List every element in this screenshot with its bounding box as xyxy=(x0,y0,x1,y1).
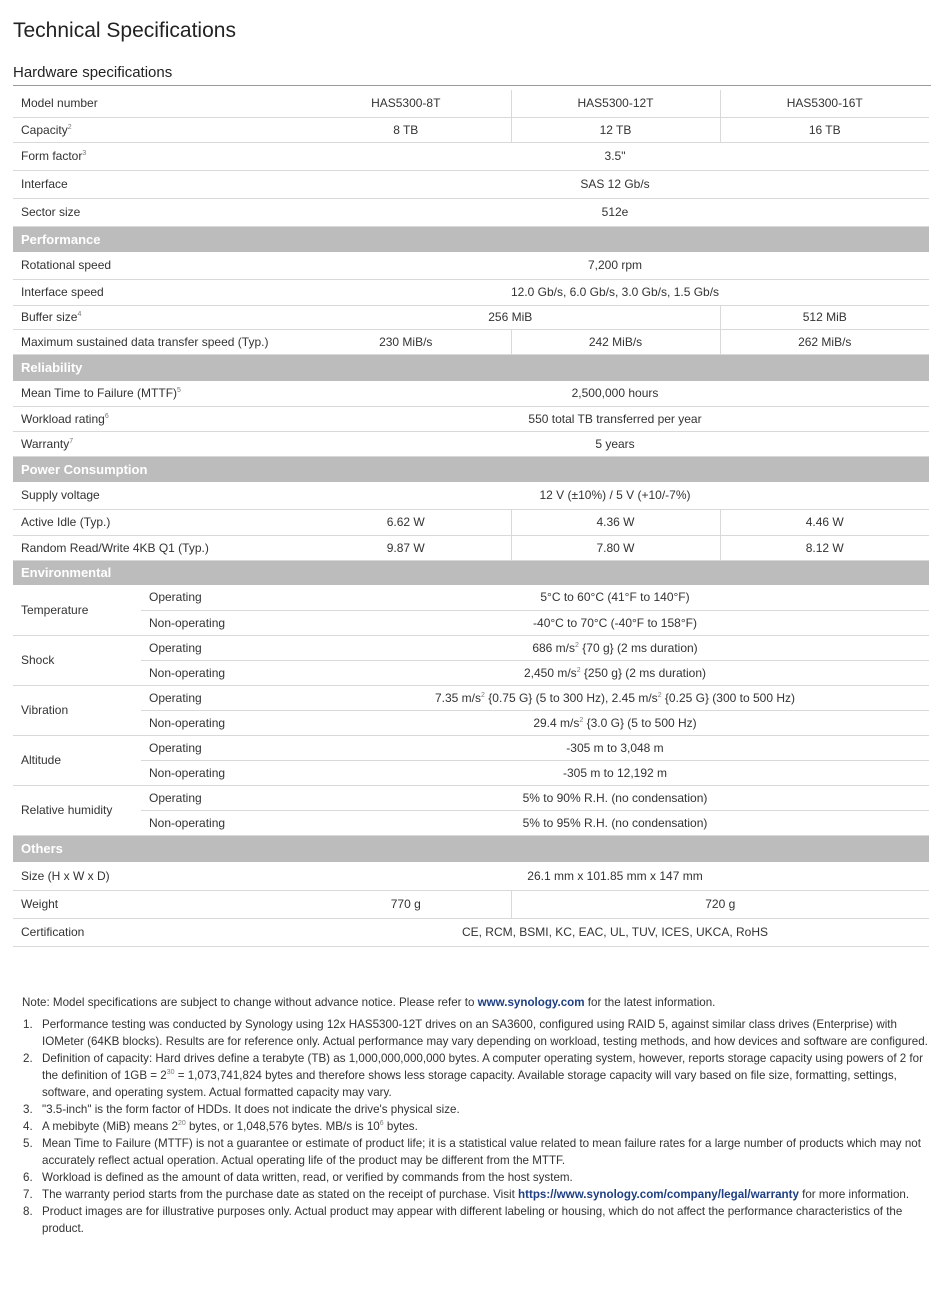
transfer-16t: 262 MiB/s xyxy=(720,329,929,354)
row-label: Temperature xyxy=(13,585,141,635)
condition-label: Operating xyxy=(141,585,301,610)
row-label: Certification xyxy=(13,918,301,946)
condition-label: Non-operating xyxy=(141,760,301,785)
row-label: Random Read/Write 4KB Q1 (Typ.) xyxy=(13,535,301,560)
footnote-ref: 3 xyxy=(82,150,87,157)
row-shock-op xyxy=(13,635,929,660)
footnote-3: 3. "3.5-inch" is the form factor of HDDs. It does not indicate the drive's physical size. xyxy=(23,1103,460,1116)
section-header: Performance xyxy=(13,226,929,252)
row-shock-nonop xyxy=(13,660,929,685)
footnote-ref: 5 xyxy=(177,387,181,395)
row-label: Rotational speed xyxy=(13,252,301,279)
subtitle-divider xyxy=(13,85,931,86)
footnote-ref: 4 xyxy=(77,311,82,318)
spec-table xyxy=(13,90,929,947)
section-performance xyxy=(13,226,929,252)
row-rotational-speed xyxy=(13,252,929,279)
vibration-op-value: 7.35 $m/s^2$ {0.75 G} (5 to 300 Hz), 2.45 $m/s^2$ {0.25 G} (300 to 500 Hz) xyxy=(301,685,929,710)
section-header: Reliability xyxy=(13,354,929,381)
certification-value: CE, RCM, BSMI, KC, EAC, UL, TUV, ICES, UKCA, RoHS xyxy=(301,918,929,946)
footnote-ref: 7 xyxy=(69,437,74,445)
row-label: Altitude xyxy=(13,735,141,785)
rotational-speed-value: 7,200 rpm xyxy=(301,252,929,279)
mttf-value: 2,500,000 hours xyxy=(301,381,929,406)
row-label: Interface xyxy=(13,170,301,198)
section-header: Power Consumption xyxy=(13,456,929,482)
weight-8t: 770 g xyxy=(301,890,511,918)
row-label: Size (H x W x D) xyxy=(13,862,301,890)
row-transfer-speed xyxy=(13,329,929,354)
model-12t: HAS5300-12T xyxy=(511,90,720,117)
warranty-value: 5 years xyxy=(301,431,929,456)
rw-8t: 9.87 W xyxy=(301,535,511,560)
buffer-size-16t: 512 MiB xyxy=(720,305,929,329)
condition-label: Operating xyxy=(141,685,301,710)
row-supply-voltage xyxy=(13,482,929,509)
row-vibration-nonop xyxy=(13,710,929,735)
row-label: Model number xyxy=(13,90,301,117)
row-label: Interface speed xyxy=(13,279,301,305)
row-interface-speed xyxy=(13,279,929,305)
row-label: Shock xyxy=(13,635,141,685)
row-sector-size xyxy=(13,198,929,226)
section-reliability xyxy=(13,354,929,381)
idle-12t: 4.36 W xyxy=(511,509,720,535)
note: Note: Model specifications are subject to change without advance notice. Please refer to www.synology.com for the latest information. xyxy=(22,996,716,1009)
condition-label: Non-operating xyxy=(141,710,301,735)
idle-8t: 6.62 W xyxy=(301,509,511,535)
condition-label: Operating xyxy=(141,735,301,760)
shock-nonop-value: 2,450 $m/s^2$ {250 g} (2 ms duration) xyxy=(301,660,929,685)
section-header: Others xyxy=(13,835,929,862)
row-label: Warranty$^7$ xyxy=(13,431,301,456)
page-title: Technical Specifications xyxy=(13,19,236,42)
rw-16t: 8.12 W xyxy=(720,535,929,560)
row-random-rw xyxy=(13,535,929,560)
rw-12t: 7.80 W xyxy=(511,535,720,560)
row-altitude-nonop xyxy=(13,760,929,785)
buffer-size-8t-12t: 256 MiB xyxy=(301,305,720,329)
row-label: Active Idle (Typ.) xyxy=(13,509,301,535)
footnote-8: 8. Product images are for illustrative purposes only. Actual product may appear with different labeling or housing, which do not affect the performance characteristics of the product. xyxy=(23,1205,903,1235)
altitude-nonop-value: -305 m to 12,192 m xyxy=(301,760,929,785)
row-temperature-nonop xyxy=(13,610,929,635)
row-altitude-op xyxy=(13,735,929,760)
row-capacity xyxy=(13,117,929,142)
supply-voltage-value: 12 V (±10%) / 5 V (+10/-7%) xyxy=(301,482,929,509)
row-weight xyxy=(13,890,929,918)
row-label: Weight xyxy=(13,890,301,918)
vibration-nonop-value: 29.4 $m/s^2$ {3.0 G} (5 to 500 Hz) xyxy=(301,710,929,735)
row-label: Buffer size$^4$ xyxy=(13,305,301,329)
footnote-ref: 6 xyxy=(104,412,109,420)
row-interface xyxy=(13,170,929,198)
section-subtitle: Hardware specifications xyxy=(13,64,173,81)
row-label: Mean Time to Failure (MTTF)$^5$ xyxy=(13,381,301,406)
footnote-1: 1. Performance testing was conducted by Synology using 12x HAS5300-12T drives on an SA3600, configured using RAID 5, against similar class drives (Enterprise) with IOMeter (64KB blocks). Results are for reference only. Actual performance may vary depending on workload, testing methods, and how devices and software are configured. xyxy=(23,1018,928,1048)
row-label: Capacity$^2$ xyxy=(13,117,301,142)
temperature-op-value: 5°C to 60°C (41°F to 140°F) xyxy=(301,585,929,610)
footnotes-list xyxy=(13,1016,938,1237)
row-label: Vibration xyxy=(13,685,141,735)
footnote-4: 4. A mebibyte (MiB) means $2^{20}$ bytes, or 1,048,576 bytes. MB/s is $10^6$ bytes. xyxy=(23,1120,418,1133)
footnote-6: 6. Workload is defined as the amount of data written, read, or verified by commands from the host system. xyxy=(23,1171,573,1184)
row-label: Workload rating$^6$ xyxy=(13,406,301,431)
row-label: Form factor$^3$ xyxy=(13,142,301,170)
section-others xyxy=(13,835,929,862)
section-power xyxy=(13,456,929,482)
weight-12t-16t: 720 g xyxy=(511,890,929,918)
row-mttf xyxy=(13,381,929,406)
idle-16t: 4.46 W xyxy=(720,509,929,535)
row-size xyxy=(13,862,929,890)
condition-label: Operating xyxy=(141,785,301,810)
humidity-nonop-value: 5% to 95% R.H. (no condensation) xyxy=(301,810,929,835)
row-buffer-size xyxy=(13,305,929,329)
altitude-op-value: -305 m to 3,048 m xyxy=(301,735,929,760)
row-active-idle xyxy=(13,509,929,535)
condition-label: Non-operating xyxy=(141,610,301,635)
row-model-number xyxy=(13,90,929,117)
row-label: Sector size xyxy=(13,198,301,226)
footnote-5: 5. Mean Time to Failure (MTTF) is not a guarantee or estimate of product life; it is a statistical value related to mean failure rates for a large number of products which may not accurately reflect actual operation. Actual operating life of the product may be different from the MTTF. xyxy=(23,1137,921,1167)
temperature-nonop-value: -40°C to 70°C (-40°F to 158°F) xyxy=(301,610,929,635)
row-temperature-op xyxy=(13,585,929,610)
interface-speed-value: 12.0 Gb/s, 6.0 Gb/s, 3.0 Gb/s, 1.5 Gb/s xyxy=(301,279,929,305)
shock-op-value: 686 $m/s^2$ {70 g} (2 ms duration) xyxy=(301,635,929,660)
interface-value: SAS 12 Gb/s xyxy=(301,170,929,198)
row-form-factor xyxy=(13,142,929,170)
model-8t: HAS5300-8T xyxy=(301,90,511,117)
transfer-8t: 230 MiB/s xyxy=(301,329,511,354)
sector-size-value: 512e xyxy=(301,198,929,226)
condition-label: Non-operating xyxy=(141,660,301,685)
model-16t: HAS5300-16T xyxy=(720,90,929,117)
condition-label: Operating xyxy=(141,635,301,660)
footnote-2: 2. Definition of capacity: Hard drives define a terabyte (TB) as 1,000,000,000,000 bytes. A computer operating system, however, reports storage capacity using powers of 2 for the definition of $1GB = 2^{30} = 1,073,741,824$ bytes and therefore shows less storage capacity. Available storage capacity will vary based on file size, formatting, settings, software, and operating system. Actual formatted capacity may vary. xyxy=(23,1052,923,1099)
workload-value: 550 total TB transferred per year xyxy=(301,406,929,431)
size-value: 26.1 mm x 101.85 mm x 147 mm xyxy=(301,862,929,890)
footnote-ref: 2 xyxy=(67,123,72,131)
section-environmental xyxy=(13,560,929,585)
capacity-16t: 16 TB xyxy=(720,117,929,142)
row-workload xyxy=(13,406,929,431)
humidity-op-value: 5% to 90% R.H. (no condensation) xyxy=(301,785,929,810)
transfer-12t: 242 MiB/s xyxy=(511,329,720,354)
row-humidity-op xyxy=(13,785,929,810)
synology-link[interactable]: www.synology.com xyxy=(477,996,585,1009)
row-label: Relative humidity xyxy=(13,785,141,835)
footnote-7: 7. The warranty period starts from the purchase date as stated on the receipt of purchase. Visit https://www.synology.com/company/legal/warranty for more information. xyxy=(23,1188,910,1201)
section-header: Environmental xyxy=(13,560,929,585)
capacity-8t: 8 TB xyxy=(301,117,511,142)
row-certification xyxy=(13,918,929,946)
row-label: Maximum sustained data transfer speed (Typ.) xyxy=(13,329,301,354)
warranty-link[interactable]: https://www.synology.com/company/legal/warranty xyxy=(518,1188,799,1201)
condition-label: Non-operating xyxy=(141,810,301,835)
row-label: Supply voltage xyxy=(13,482,301,509)
row-vibration-op xyxy=(13,685,929,710)
capacity-12t: 12 TB xyxy=(511,117,720,142)
row-warranty xyxy=(13,431,929,456)
form-factor-value: 3.5" xyxy=(301,142,929,170)
row-humidity-nonop xyxy=(13,810,929,835)
